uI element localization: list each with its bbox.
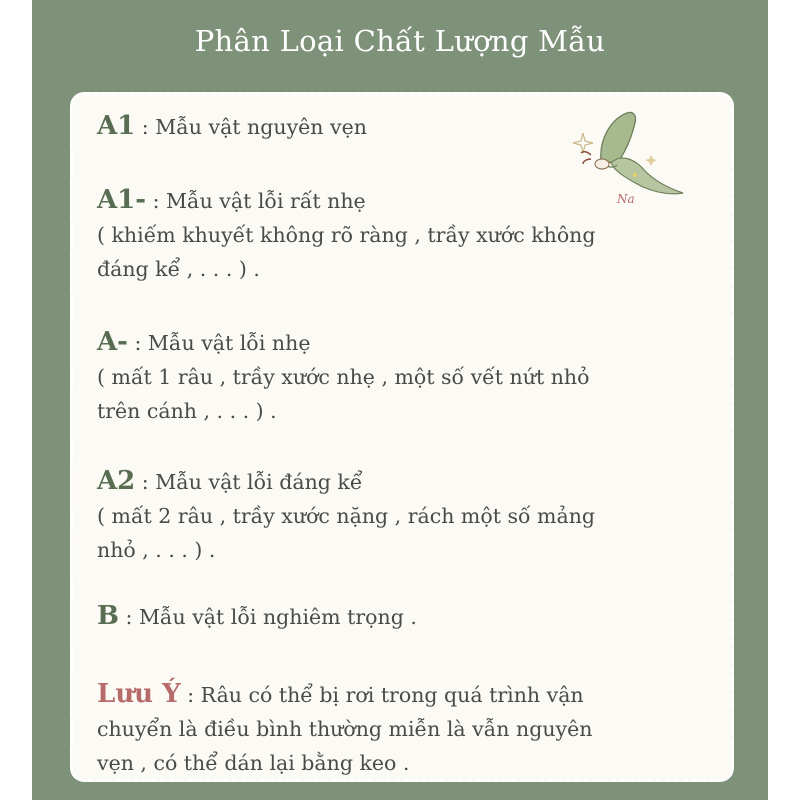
grade-description: : Mẫu vật lỗi đáng kể (141, 470, 363, 494)
note-title: Lưu Ý (97, 679, 181, 709)
grade-code: B (97, 601, 119, 631)
grade-description: : Mẫu vật lỗi nhẹ (134, 331, 311, 355)
note-detail-line: vẹn , có thể dán lại bằng keo . (97, 751, 410, 775)
note-entry (97, 677, 717, 780)
page-frame (32, 0, 768, 800)
luna-moth-illustration (571, 109, 689, 209)
content-card (70, 92, 734, 782)
grade-entry-b (97, 599, 717, 634)
grade-description: : Mẫu vật lỗi rất nhẹ (152, 189, 366, 213)
page-title: Phân Loại Chất Lượng Mẫu (194, 24, 606, 58)
grade-detail-line: ( mất 1 râu , trầy xước nhẹ , một số vết nứt nhỏ (97, 365, 590, 389)
grade-detail-line: ( mất 2 râu , trầy xước nặng , rách một số mảng (97, 504, 596, 528)
grade-detail-line: ( khiếm khuyết không rõ ràng , trầy xước không (97, 223, 596, 247)
note-description: : Râu có thể bị rơi trong quá trình vận (187, 683, 584, 707)
grade-code: A2 (97, 466, 136, 496)
grade-description: : Mẫu vật nguyên vẹn (141, 115, 367, 139)
signature: Na (617, 192, 635, 206)
grade-entry-a-minus (97, 325, 717, 428)
grade-code: A1- (97, 185, 147, 215)
grade-entry-a2 (97, 464, 717, 567)
grade-code: A- (97, 327, 128, 357)
grade-detail-line: nhỏ , . . . ) . (97, 538, 216, 562)
grade-detail-line: đáng kể , . . . ) . (97, 257, 260, 281)
note-detail-line: chuyển là điều bình thường miễn là vẫn nguyên (97, 717, 593, 741)
grade-description: : Mẫu vật lỗi nghiêm trọng . (125, 605, 417, 629)
grade-detail-line: trên cánh , . . . ) . (97, 399, 277, 423)
grade-code: A1 (97, 111, 136, 141)
